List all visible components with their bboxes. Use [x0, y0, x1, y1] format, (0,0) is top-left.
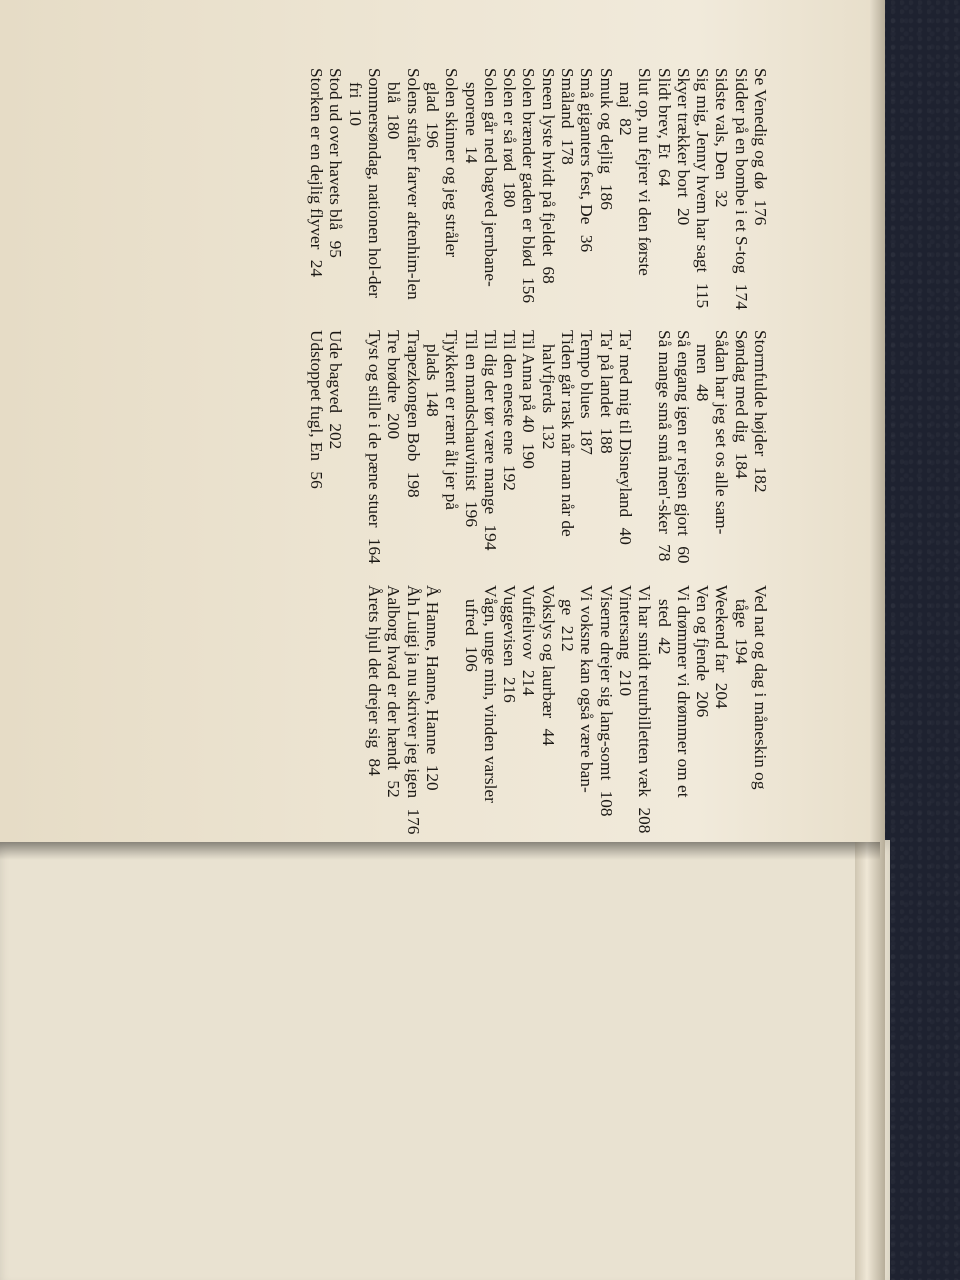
entry-title: Storken er en dejlig flyver [307, 68, 327, 250]
entry-page-number: 178 [558, 138, 578, 165]
entry-page-number: 60 [673, 546, 693, 564]
index-entry [538, 68, 557, 318]
index-entry [423, 68, 462, 318]
entry-title: Vintersang [615, 585, 635, 660]
entry-page-number: 190 [519, 442, 539, 469]
entry-page-number: 106 [461, 645, 481, 672]
index-entry [596, 585, 615, 835]
entry-page-number: 156 [519, 277, 539, 303]
entry-title: Så mange små små men'-sker [654, 330, 674, 534]
index-entry [654, 330, 673, 580]
index-entry [577, 330, 596, 580]
entry-page-number: 115 [693, 282, 713, 309]
entry-title: Slut op, nu fejrer vi den første maj [615, 68, 655, 276]
index-entry [500, 585, 519, 835]
index-entry [731, 585, 770, 835]
index-entry [712, 585, 731, 835]
entry-page-number: 95 [326, 240, 346, 258]
entry-title: Tre brødre [384, 330, 404, 403]
index-entry [423, 585, 442, 835]
entry-title: Se Venedig og dø [751, 68, 770, 190]
entry-page-number: 212 [558, 625, 578, 652]
entry-title: Stod ud over havets blå [326, 68, 346, 231]
index-entry [500, 68, 519, 318]
index-entry [558, 585, 597, 835]
index-entry [596, 68, 615, 318]
entry-page-number: 182 [751, 466, 770, 493]
entry-title: Trapezkongen Bob [403, 330, 423, 462]
entry-title: Sneen lyste hvidt på fjeldet [538, 68, 558, 257]
entry-title: Sidder på en bombe i et S-tog [731, 68, 751, 274]
entry-title: Ven og fjende [693, 585, 713, 681]
entry-title: Ude bagved [326, 330, 346, 414]
entry-page-number: 64 [654, 168, 674, 187]
entry-title: Solen er så rød [500, 68, 520, 172]
index-entry [538, 330, 577, 580]
entry-title: Solens stråler farver aftenhim-len blå [384, 68, 423, 300]
entry-title: Ta' med mig til Disneyland [615, 330, 635, 518]
entry-page-number: 196 [422, 122, 442, 149]
entry-title: Tyst og stille i de pæne stuer [365, 330, 385, 528]
index-entry [500, 330, 519, 580]
index-entry [731, 330, 750, 580]
entry-title: Vuffelivov [519, 585, 539, 660]
entry-title: Stormfulde højder [751, 330, 770, 457]
entry-page-number: 120 [422, 764, 442, 791]
entry-title: Ved nat og dag i måneskin og tåge [731, 585, 770, 790]
index-entry [674, 330, 693, 580]
entry-page-number: 184 [731, 452, 751, 479]
index-entry [326, 68, 345, 318]
index-entry [616, 68, 655, 318]
entry-title: Søndag med dig [731, 330, 751, 443]
entry-page-number: 194 [480, 524, 500, 551]
entry-page-number: 68 [538, 266, 558, 284]
index-entry [403, 330, 422, 580]
entry-page-number: 216 [500, 676, 520, 703]
index-column-1 [307, 68, 770, 318]
entry-title: Vuggevisen [500, 585, 520, 667]
index-entry [693, 585, 712, 835]
entry-title: Solen brænder gaden er blød [519, 68, 539, 267]
entry-page-number: 192 [500, 465, 520, 491]
entry-title: Til Anna på 40 [519, 330, 539, 433]
entry-page-number: 52 [384, 780, 404, 798]
index-entry [558, 68, 577, 318]
entry-page-number: 82 [615, 118, 635, 136]
index-entry [751, 330, 770, 580]
entry-page-number: 56 [307, 471, 327, 489]
entry-title: Til den eneste ene [500, 330, 520, 455]
entry-page-number: 210 [615, 670, 635, 697]
index-entry [307, 68, 326, 318]
entry-page-number: 214 [519, 669, 539, 696]
index-entry [423, 330, 462, 580]
index-entry [461, 330, 480, 580]
entry-page-number: 196 [461, 501, 481, 527]
index-entry [731, 68, 750, 318]
entry-title: Aalborg hvad er der hændt [384, 585, 404, 770]
index-entry [519, 330, 538, 580]
index-entry [712, 68, 731, 318]
index-entry [693, 330, 732, 580]
entry-title: Vokslys og laurbær [538, 585, 558, 719]
index-entry [577, 68, 596, 318]
index-entry [596, 330, 615, 580]
index-entry [519, 585, 538, 835]
entry-page-number: 48 [693, 384, 713, 402]
index-entry [345, 68, 384, 318]
index-entry [461, 68, 500, 318]
entry-title: Små giganters fest, De [577, 68, 597, 225]
entry-title: Ta' på landet [596, 330, 616, 418]
entry-title: Tiden går rask når man når de halvfjerds [538, 330, 578, 537]
index-entry [481, 330, 500, 580]
entry-title: Å Hanne, Hanne, Hanne [422, 585, 442, 755]
facing-page [0, 840, 890, 1280]
entry-page-number: 188 [596, 427, 616, 454]
entry-page-number: 204 [712, 682, 732, 709]
entry-title: Vi har smidt returbilletten væk [635, 585, 655, 798]
letter-group-gap [442, 585, 461, 835]
index-entry [616, 330, 635, 580]
entry-title: Skyer trækker bort [673, 68, 693, 198]
entry-title: Udstoppet fugl, En [307, 330, 327, 462]
entry-page-number: 10 [345, 108, 365, 126]
entry-title: Smuk og dejlig [596, 68, 616, 174]
index-entry [384, 585, 403, 835]
entry-title: Sådan har jeg set os alle sam-men [693, 330, 732, 535]
entry-page-number: 198 [403, 471, 423, 498]
index-entry [519, 68, 538, 318]
index-entry [751, 68, 770, 318]
index-column-2 [307, 330, 770, 580]
entry-title: Weekend far [712, 585, 732, 673]
index-entry [326, 330, 345, 580]
entry-page-number: 24 [307, 259, 327, 278]
index-entry [635, 585, 654, 835]
entry-title: Viserne drejer sig lang-somt [596, 585, 616, 781]
index-entry [693, 68, 712, 318]
entry-page-number: 186 [596, 184, 616, 210]
entry-title: Tjykkent er rænt ålt jer på plads [422, 330, 462, 510]
letter-group-gap [635, 330, 654, 580]
entry-page-number: 14 [461, 146, 481, 164]
entry-title: Tempo blues [577, 330, 597, 419]
entry-page-number: 78 [654, 544, 674, 562]
entry-page-number: 174 [731, 283, 751, 310]
index-entry [616, 585, 635, 835]
index-entry [674, 68, 693, 318]
entry-title: Så engang igen er rejsen gjort [673, 330, 693, 536]
index-entry [307, 330, 326, 580]
entry-title: Sommersøndag, nationen hol-der fri [345, 68, 385, 298]
index-entry [654, 585, 693, 835]
entry-title: Solen går ned bagved jernbane-sporene [461, 68, 500, 287]
letter-group-gap [345, 330, 364, 580]
index-entry [461, 585, 500, 835]
index-entry [384, 68, 423, 318]
entry-page-number: 176 [403, 808, 423, 835]
entry-title: Sig mig, Jenny hvem har sagt [693, 68, 713, 273]
entry-page-number: 202 [326, 423, 346, 450]
entry-page-number: 36 [577, 234, 597, 253]
entry-page-number: 40 [615, 527, 635, 545]
entry-title: Småland [558, 68, 578, 129]
entry-page-number: 187 [577, 428, 597, 455]
entry-title: Til dig der tør være mange [480, 330, 500, 515]
entry-page-number: 32 [712, 190, 732, 208]
index-entry [384, 330, 403, 580]
index-entry [654, 68, 673, 318]
entry-page-number: 164 [365, 537, 385, 564]
entry-title: Vi voksne kan også være ban-ge [558, 585, 597, 793]
entry-page-number: 44 [538, 728, 558, 746]
entry-page-number: 200 [384, 413, 404, 440]
entry-title: Sidste vals, Den [712, 68, 732, 180]
entry-page-number: 180 [384, 113, 404, 140]
entry-title: Årets hjul det drejer sig [365, 585, 385, 749]
entry-page-number: 206 [693, 691, 713, 718]
entry-page-number: 108 [596, 790, 616, 817]
index-column-3 [365, 585, 770, 835]
index-entry [365, 585, 384, 835]
entry-title: Åh Luigi ja nu skriver jeg igen [403, 585, 423, 799]
index-entry [365, 330, 384, 580]
entry-title: Solen skinner og jeg stråler glad [422, 68, 462, 258]
entry-title: Vi drømmer vi drømmer om et sted [654, 585, 693, 798]
entry-page-number: 42 [654, 637, 674, 655]
entry-page-number: 194 [731, 638, 751, 665]
index-entry [403, 585, 422, 835]
entry-page-number: 180 [500, 181, 520, 208]
entry-page-number: 20 [673, 207, 693, 226]
book-gutter [0, 842, 880, 860]
entry-title: Vågn, unge min, vinden varsler ufred [461, 585, 500, 803]
entry-page-number: 84 [365, 758, 385, 776]
entry-page-number: 176 [751, 199, 770, 226]
entry-title: Slidt brev, Et [654, 68, 674, 159]
index-entry [538, 585, 557, 835]
entry-page-number: 132 [538, 423, 558, 450]
entry-page-number: 148 [422, 390, 442, 417]
entry-title: Til en mandschauvinist [461, 330, 481, 491]
entry-page-number: 208 [635, 807, 655, 834]
